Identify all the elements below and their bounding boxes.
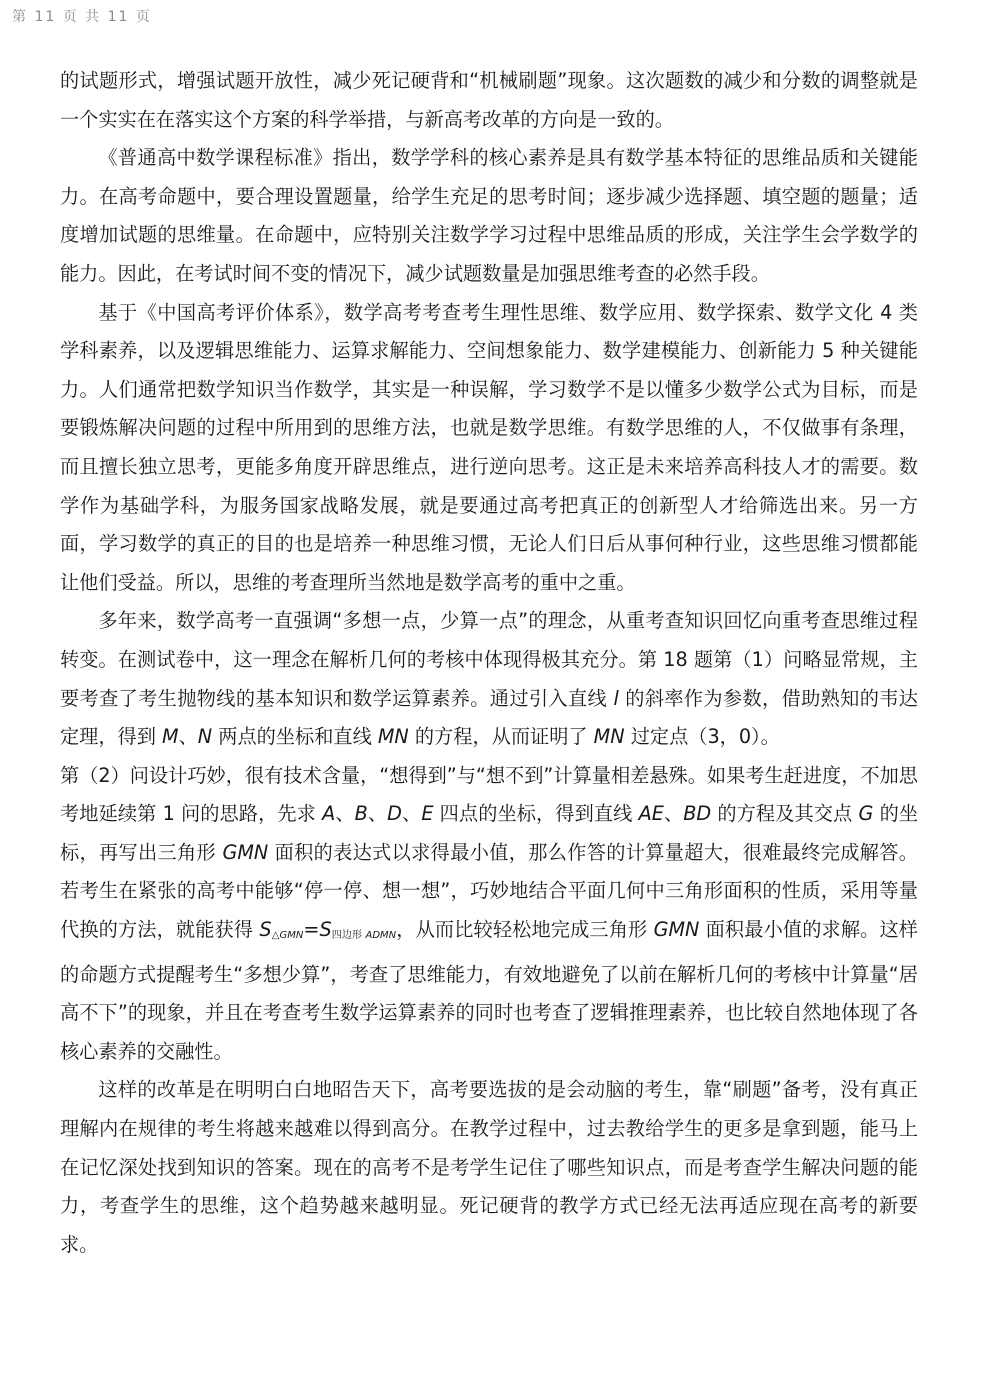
math-var-gmn: GMN bbox=[222, 840, 269, 864]
area-formula bbox=[259, 918, 396, 941]
equals-sign: = bbox=[303, 918, 320, 942]
math-var-s: S bbox=[259, 918, 272, 942]
paragraph-5-text: 、 bbox=[401, 802, 422, 826]
paragraph-4-text: 、 bbox=[178, 725, 198, 749]
math-var-ae: AE bbox=[638, 802, 664, 826]
triangle-symbol: △ bbox=[271, 930, 280, 942]
math-var-g: G bbox=[858, 802, 874, 826]
math-var-bd: BD bbox=[683, 802, 712, 826]
paragraph-5-text: 、 bbox=[367, 802, 388, 826]
quadrilateral-label: 四边形 bbox=[331, 930, 366, 942]
paragraph-4-text: 的斜率作为参数，借助熟知的韦达定理，得到 bbox=[60, 686, 918, 749]
math-var-m: M bbox=[162, 725, 179, 749]
math-var-a: A bbox=[322, 802, 336, 826]
math-var-l: l bbox=[613, 686, 619, 710]
math-var-e: E bbox=[421, 802, 434, 826]
page-number-header: 第 11 页 共 11 页 bbox=[12, 9, 152, 25]
math-var-mn: MN bbox=[377, 725, 409, 749]
paragraph-4-text: 多年来，数学高考一直强调“多想一点，少算一点”的理念，从重考查知识回忆向重考查思维过程转变。在测试卷中，这一理念在解析几何的考核中体现得极其充分。第 18 题第（1）问略显常规，主要考查了考生抛物线的基本知识和数学运算素养。通过引入直线 bbox=[60, 609, 918, 710]
paragraph-6: 这样的改革是在明明白白地昭告天下，高考要选拔的是会动脑的考生，靠“刷题”备考，没有真正理解内在规律的考生将越来越难以得到高分。在教学过程中，过去教给学生的更多是拿到题，能马上在记忆深处找到知识的答案。现在的高考不是考学生记住了哪些知识点，而是考查学生解决问题的能力，考查学生的思维，这个趋势越来越明显。死记硬背的教学方式已经无法再适应现在高考的新要求。 bbox=[60, 1078, 918, 1256]
paragraph-3: 基于《中国高考评价体系》，数学高考考查考生理性思维、数学应用、数学探索、数学文化 4 类学科素养，以及逻辑思维能力、运算求解能力、空间想象能力、数学建模能力、创新能力 5 种关键能力。人们通常把数学知识当作数学，其实是一种误解，学习数学不是以懂多少数学公式为目标，而是要锻炼解决问题的过程中所用到的思维方法，也就是数学思维。有数学思维的人，不仅做事有条理，而且擅长独立思考，更能多角度开辟思维点，进行逆向思考。这正是未来培养高科技人才的需要。数学作为基础学科，为服务国家战略发展，就是要通过高考把真正的创新型人才给筛选出来。另一方面，学习数学的真正的目的也是培养一种思维习惯，无论人们日后从事何种行业，这些思维习惯都能让他们受益。所以，思维的考查理所当然地是数学高考的重中之重。 bbox=[60, 300, 918, 594]
paragraph-5-text: ，从而比较轻松地完成三角形 bbox=[396, 918, 654, 942]
paragraph-5-text: 、 bbox=[335, 802, 355, 826]
paragraph-5-text: 、 bbox=[663, 802, 684, 826]
paragraph-4-text: 的方程，从而证明了 bbox=[408, 725, 594, 749]
paragraph-5-text: 四点的坐标，得到直线 bbox=[433, 802, 639, 826]
paragraph-5-text: 面积的表达式以求得最小值，那么作答的计算量超大，很难最终完成解答。若考生在紧张的高考中能够“停一停、想一想”，巧妙地结合平面几何中三角形面积的性质，采用等量代换的方法，就能获得 bbox=[60, 840, 918, 942]
paragraph-1: 的试题形式，增强试题开放性，减少死记硬背和“机械刷题”现象。这次题数的减少和分数的调整就是一个实实在在落实这个方案的科学举措，与新高考改革的方向是一致的。 bbox=[60, 69, 918, 131]
math-var-gmn: GMN bbox=[653, 918, 700, 942]
paragraph-5-text: 的方程及其交点 bbox=[711, 802, 859, 826]
paragraph-4-text: 两点的坐标和直线 bbox=[212, 725, 378, 749]
paragraph-5-text: 第（2）问设计巧妙，很有技术含量，“想得到”与“想不到”计算量相差悬殊。如果考生赶进度，不加思考地延续第 1 问的思路，先求 bbox=[60, 763, 918, 826]
math-var-s: S bbox=[319, 918, 332, 942]
paragraph-4 bbox=[60, 602, 918, 756]
subscript-gmn: GMN bbox=[279, 930, 304, 942]
math-var-b: B bbox=[354, 802, 368, 826]
paragraph-2: 《普通高中数学课程标准》指出，数学学科的核心素养是具有数学基本特征的思维品质和关键能力。在高考命题中，要合理设置题量，给学生充足的思考时间；逐步减少选择题、填空题的题量；适度增加试题的思维量。在命题中，应特别关注数学学习过程中思维品质的形成，关注学生会学数学的能力。因此，在考试时间不变的情况下，减少试题数量是加强思维考查的必然手段。 bbox=[60, 146, 918, 285]
article-body bbox=[60, 62, 918, 1264]
paragraph-5-text: 面积最小值的求解。这样的命题方式提醒考生“多想少算”，考查了思维能力，有效地避免了以前在解析几何的考核中计算量“居高不下”的现象，并且在考查考生数学运算素养的同时也考查了逻辑推理素养，也比较自然地体现了各核心素养的交融性。 bbox=[60, 918, 918, 1063]
paragraph-5-text: 的坐标，再写出三角形 bbox=[60, 802, 919, 864]
math-var-d: D bbox=[387, 802, 402, 826]
paragraph-5 bbox=[60, 757, 918, 1072]
subscript-admn: ADMN bbox=[365, 930, 397, 942]
paragraph-4-text: 过定点（3，0）。 bbox=[624, 725, 780, 749]
math-var-mn: MN bbox=[593, 725, 625, 749]
math-var-n: N bbox=[197, 725, 213, 749]
